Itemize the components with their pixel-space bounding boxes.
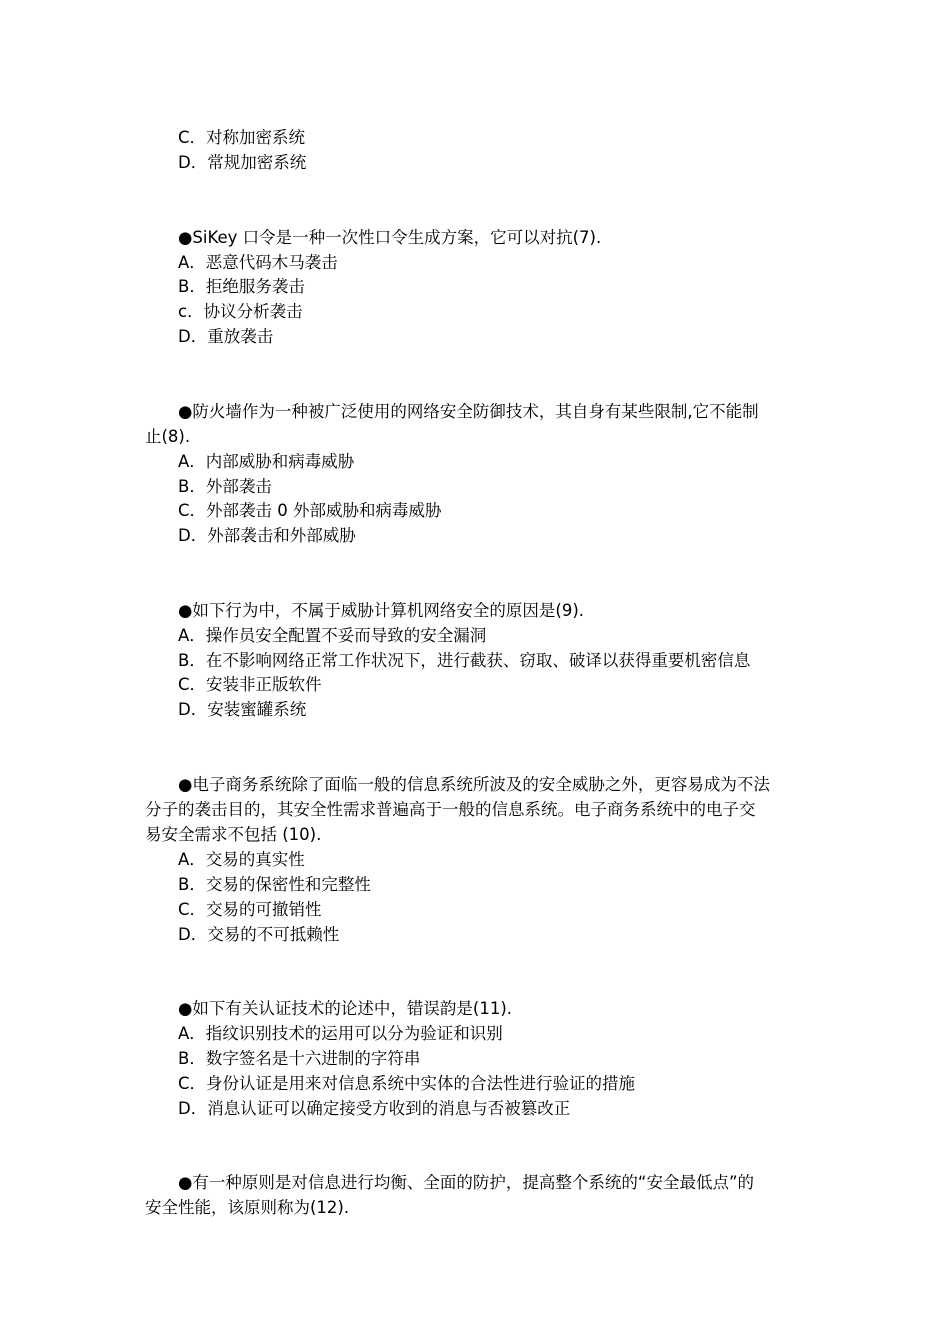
q11-option-d: D．消息认证可以确定接受方收到的消息与否被篡改正 <box>178 1099 571 1118</box>
q11-option-c: C．身份认证是用来对信息系统中实体的合法性进行验证的措施 <box>178 1074 636 1093</box>
q10-question-stem-continued: 易安全需求不包括 (10). <box>145 825 322 844</box>
q7-option-b: B．拒绝服务袭击 <box>178 277 305 296</box>
q9-question-stem: ●如下行为中，不属于威胁计算机网络安全的原因是(9). <box>178 601 585 620</box>
q8-question-stem-continued: 止(8). <box>145 427 191 446</box>
q11-question-stem: ●如下有关认证技术的论述中，错误韵是(11). <box>178 999 513 1018</box>
q8-option-a: A．内部威胁和病毒威胁 <box>178 452 355 471</box>
q8-option-d: D．外部袭击和外部威胁 <box>178 526 356 545</box>
q9-option-a: A．操作员安全配置不妥而导致的安全漏洞 <box>178 626 487 645</box>
q10-option-b: B．交易的保密性和完整性 <box>178 875 371 894</box>
q8-question-stem: ●防火墙作为一种被广泛使用的网络安全防御技术，其自身有某些限制,它不能制 <box>178 402 759 421</box>
q7-option-c: c．协议分析袭击 <box>178 302 303 321</box>
q7-option-a: A．恶意代码木马袭击 <box>178 253 338 272</box>
q9-option-d: D．安装蜜罐系统 <box>178 700 307 719</box>
q9-option-c: C．安装非正版软件 <box>178 675 322 694</box>
q7-option-d: D．重放袭击 <box>178 327 274 346</box>
q8-option-c: C．外部袭击 0 外部威胁和病毒威胁 <box>178 501 442 520</box>
q6-option-c: C．对称加密系统 <box>178 128 306 147</box>
q10-question-stem-continued: 分子的袭击目的，其安全性需求普遍高于一般的信息系统。电子商务系统中的电子交 <box>145 800 756 819</box>
q10-option-c: C．交易的可撤销性 <box>178 900 322 919</box>
q9-option-b: B．在不影响网络正常工作状况下，进行截获、窃取、破译以获得重要机密信息 <box>178 651 751 670</box>
q10-question-stem: ●电子商务系统除了面临一般的信息系统所波及的安全威胁之外，更容易成为不法 <box>178 775 770 794</box>
q11-option-b: B．数字签名是十六进制的字符串 <box>178 1049 421 1068</box>
q7-question-stem: ●SiKey 口令是一种一次性口令生成方案，它可以对抗(7). <box>178 228 602 247</box>
q12-question-stem: ●有一种原则是对信息进行均衡、全面的防护，提高整个系统的“安全最低点”的 <box>178 1173 754 1192</box>
q11-option-a: A．指纹识别技术的运用可以分为验证和识别 <box>178 1024 503 1043</box>
q10-option-d: D．交易的不可抵赖性 <box>178 925 340 944</box>
q10-option-a: A．交易的真实性 <box>178 850 305 869</box>
q12-question-stem-continued: 安全性能，该原则称为(12). <box>145 1198 350 1217</box>
q8-option-b: B．外部袭击 <box>178 477 272 496</box>
q6-option-d: D．常规加密系统 <box>178 153 307 172</box>
